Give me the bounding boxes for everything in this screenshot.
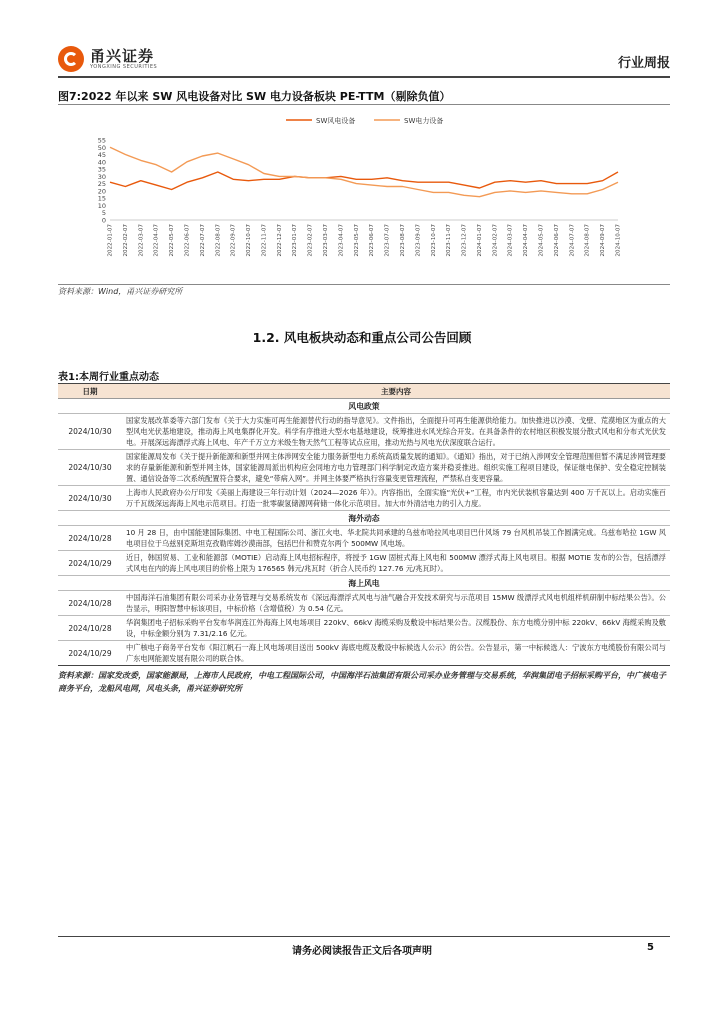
x-tick-label: 2022-03-07 bbox=[138, 224, 145, 257]
x-tick-label: 2024-03-07 bbox=[507, 224, 514, 257]
row-content: 近日，韩国贸易、工业和能源部（MOTIE）启动海上风电招标程序，将授予 1GW 固桩式海上风电和 500MW 漂浮式海上风电项目。根据 MOTIE 发布的公告，包括漂浮式风电在内的海上风电项目的价格上限为 176565 韩元/兆瓦时（折合人民币约 127.76 元/兆瓦时）。 bbox=[122, 551, 670, 576]
y-tick-label: 25 bbox=[97, 180, 106, 189]
row-date: 2024/10/29 bbox=[58, 551, 122, 576]
x-tick-label: 2023-04-07 bbox=[338, 224, 345, 257]
x-tick-label: 2022-12-07 bbox=[276, 224, 283, 257]
company-logo bbox=[58, 46, 157, 72]
section-heading: 1.2. 风电板块动态和重点公司公告回顾 bbox=[252, 330, 472, 345]
page-header bbox=[58, 46, 670, 76]
x-tick-label: 2022-08-07 bbox=[215, 224, 222, 257]
x-tick-label: 2024-08-07 bbox=[584, 224, 591, 257]
footer-divider bbox=[58, 936, 670, 937]
table-row bbox=[58, 641, 670, 666]
legend-label: SW电力设备 bbox=[404, 117, 444, 125]
row-date: 2024/10/30 bbox=[58, 486, 122, 511]
x-tick-label: 2023-05-07 bbox=[353, 224, 360, 257]
row-content: 国家能源局发布《关于提升新能源和新型并网主体涉网安全能力服务新型电力系统高质量发展的通知》。《通知》指出，对于已纳入涉网安全管理范围但暂不满足涉网管理要求的存量新能源和新型并网主体，国家能源局派出机构应会同地方电力管理部门科学制定改造方案并稳妥推进。组织实施工程项目建设，保证继电保护、安全稳定控制装置、通信设备等二次系统配置符合要求，避免“带病入网”。并网主体要严格执行容量变更管理流程，严禁私自变更容量。 bbox=[122, 450, 670, 486]
x-tick-label: 2022-02-07 bbox=[122, 224, 129, 257]
x-tick-label: 2022-04-07 bbox=[153, 224, 160, 257]
table-row bbox=[58, 450, 670, 486]
figure-title: 图7:2022 年以来 SW 风电设备对比 SW 电力设备板块 PE-TTM（剔除负值） bbox=[58, 90, 451, 103]
y-tick-label: 15 bbox=[97, 194, 106, 203]
group-name: 风电政策 bbox=[58, 399, 670, 414]
x-tick-label: 2024-09-07 bbox=[600, 224, 607, 257]
header-divider bbox=[58, 76, 670, 78]
x-tick-label: 2023-10-07 bbox=[430, 224, 437, 257]
x-tick-label: 2022-09-07 bbox=[230, 224, 237, 257]
series-line-1 bbox=[110, 147, 618, 196]
row-date: 2024/10/28 bbox=[58, 616, 122, 641]
y-tick-label: 40 bbox=[97, 158, 106, 167]
table-row bbox=[58, 526, 670, 551]
row-content: 中广核电子商务平台发布《阳江帆石一海上风电场项目送出 500kV 海底电缆及敷设中标候选人公示》的公告。公告显示，第一中标候选人：宁波东方电缆股份有限公司与广东电网能源发展有限公司的联合体。 bbox=[122, 641, 670, 666]
content-column-header: 主要内容 bbox=[122, 384, 670, 399]
y-tick-label: 10 bbox=[97, 201, 106, 210]
x-tick-label: 2023-11-07 bbox=[446, 224, 453, 257]
row-date: 2024/10/30 bbox=[58, 450, 122, 486]
x-tick-label: 2022-07-07 bbox=[199, 224, 206, 257]
x-tick-label: 2022-11-07 bbox=[261, 224, 268, 257]
table-source: 资料来源：国家发改委，国家能源局，上海市人民政府，中电工程国际公司，中国海洋石油集团有限公司采办业务管理与交易系统，华润集团电子招标采购平台，中广核电子商务平台，龙船风电网，风电头条，甬兴证券研究所 bbox=[58, 671, 666, 693]
row-content: 10 月 28 日，由中国能建国际集团、中电工程国际公司、浙江火电、华北院共同承建的乌兹布哈拉风电项目巴什风场 79 台风机吊装工作圆满完成。乌兹布哈拉 1GW 风电项目位于乌兹别克斯坦克孜勒库姆沙漠南部，包括巴什和赞克尔两个 500MW 风电场。 bbox=[122, 526, 670, 551]
table-row bbox=[58, 486, 670, 511]
series-line-0 bbox=[110, 172, 618, 190]
x-tick-label: 2024-02-07 bbox=[492, 224, 499, 257]
x-tick-label: 2024-04-07 bbox=[523, 224, 530, 257]
x-tick-label: 2022-10-07 bbox=[246, 224, 253, 257]
x-tick-label: 2024-01-07 bbox=[476, 224, 483, 257]
table-row bbox=[58, 551, 670, 576]
table-group-header bbox=[58, 399, 670, 414]
footer-disclaimer: 请务必阅读报告正文后各项声明 bbox=[292, 946, 432, 957]
row-content: 上海市人民政府办公厅印发《美丽上海建设三年行动计划（2024—2026 年）》。内容指出，全面实施“光伏+”工程，市内光伏装机容量达到 400 万千瓦以上。启动实施百万千瓦级深远海海上风电示范项目。打造一批零碳氢储源网荷储一体化示范项目。加大市外清洁电力的引入力度。 bbox=[122, 486, 670, 511]
y-tick-label: 5 bbox=[101, 209, 106, 218]
industry-news-table bbox=[58, 383, 670, 666]
legend-label: SW风电设备 bbox=[316, 117, 356, 125]
row-date: 2024/10/28 bbox=[58, 526, 122, 551]
x-tick-label: 2023-03-07 bbox=[323, 224, 330, 257]
page-number: 5 bbox=[647, 942, 654, 953]
pe-ttm-line-chart bbox=[58, 108, 670, 282]
row-content: 华润集团电子招标采购平台发布华润连江外海海上风电场项目 220kV、66kV 海缆采购及敷设中标结果公告。汉缆股份、东方电缆分别中标 220kV、66kV 海缆采购及敷设，中标金额分别为 7.31/2.16 亿元。 bbox=[122, 616, 670, 641]
group-name: 海外动态 bbox=[58, 511, 670, 526]
group-name: 海上风电 bbox=[58, 576, 670, 591]
y-tick-label: 35 bbox=[97, 165, 106, 174]
table-group-header bbox=[58, 511, 670, 526]
table-row bbox=[58, 591, 670, 616]
x-tick-label: 2023-06-07 bbox=[369, 224, 376, 257]
row-date: 2024/10/29 bbox=[58, 641, 122, 666]
row-content: 中国海洋石油集团有限公司采办业务管理与交易系统发布《深远海漂浮式风电与油气融合开发技术研究与示范项目 15MW 级漂浮式风电机组样机研制中标结果公告》。公告显示，明阳智慧中标该项目，中标价格（含增值税）为 0.54 亿元。 bbox=[122, 591, 670, 616]
row-content: 国家发展改革委等六部门发布《关于大力实施可再生能源替代行动的指导意见》。文件指出，全面提升可再生能源供给能力。加快推进以沙漠、戈壁、荒漠地区为重点的大型风电光伏基地建设，推动海上风电集群化开发。科学有序推进大型水电基地建设，统筹推进水风光综合开发。在具备条件的农村地区积极发展分散式风电和分布式光伏发电。开展深远海漂浮式海上风电、年产千万立方米级生物天然气工程等试点应用，推动光热与风电光伏深度联合运行。 bbox=[122, 414, 670, 450]
table-row bbox=[58, 616, 670, 641]
x-tick-label: 2024-06-07 bbox=[553, 224, 560, 257]
logo-name-en: YONGXING SECURITIES bbox=[90, 64, 158, 70]
figure-title-divider bbox=[58, 104, 670, 105]
y-tick-label: 50 bbox=[97, 143, 106, 152]
table-title: 表1:本周行业重点动态 bbox=[58, 372, 159, 383]
y-tick-label: 55 bbox=[97, 136, 106, 145]
x-tick-label: 2023-08-07 bbox=[399, 224, 406, 257]
y-tick-label: 45 bbox=[97, 151, 106, 160]
x-tick-label: 2024-10-07 bbox=[615, 224, 622, 257]
x-tick-label: 2023-01-07 bbox=[292, 224, 299, 257]
x-tick-label: 2022-06-07 bbox=[184, 224, 191, 257]
y-tick-label: 0 bbox=[101, 216, 106, 225]
logo-icon bbox=[58, 46, 84, 72]
y-tick-label: 30 bbox=[97, 172, 106, 181]
x-tick-label: 2022-05-07 bbox=[169, 224, 176, 257]
document-type: 行业周报 bbox=[617, 56, 670, 71]
x-tick-label: 2024-07-07 bbox=[569, 224, 576, 257]
logo-name-cn: 甬兴证券 bbox=[90, 47, 155, 65]
figure-source: 资料来源：Wind，甬兴证券研究所 bbox=[58, 287, 183, 296]
table-group-header bbox=[58, 576, 670, 591]
table-row bbox=[58, 414, 670, 450]
x-tick-label: 2023-09-07 bbox=[415, 224, 422, 257]
x-tick-label: 2023-12-07 bbox=[461, 224, 468, 257]
row-date: 2024/10/28 bbox=[58, 591, 122, 616]
figure-bottom-divider bbox=[58, 284, 670, 285]
x-tick-label: 2023-07-07 bbox=[384, 224, 391, 257]
x-tick-label: 2024-05-07 bbox=[538, 223, 545, 257]
x-tick-label: 2022-01-07 bbox=[107, 224, 114, 257]
row-date: 2024/10/30 bbox=[58, 414, 122, 450]
x-tick-label: 2023-02-07 bbox=[307, 224, 314, 257]
date-column-header: 日期 bbox=[58, 384, 122, 399]
y-tick-label: 20 bbox=[97, 187, 106, 196]
